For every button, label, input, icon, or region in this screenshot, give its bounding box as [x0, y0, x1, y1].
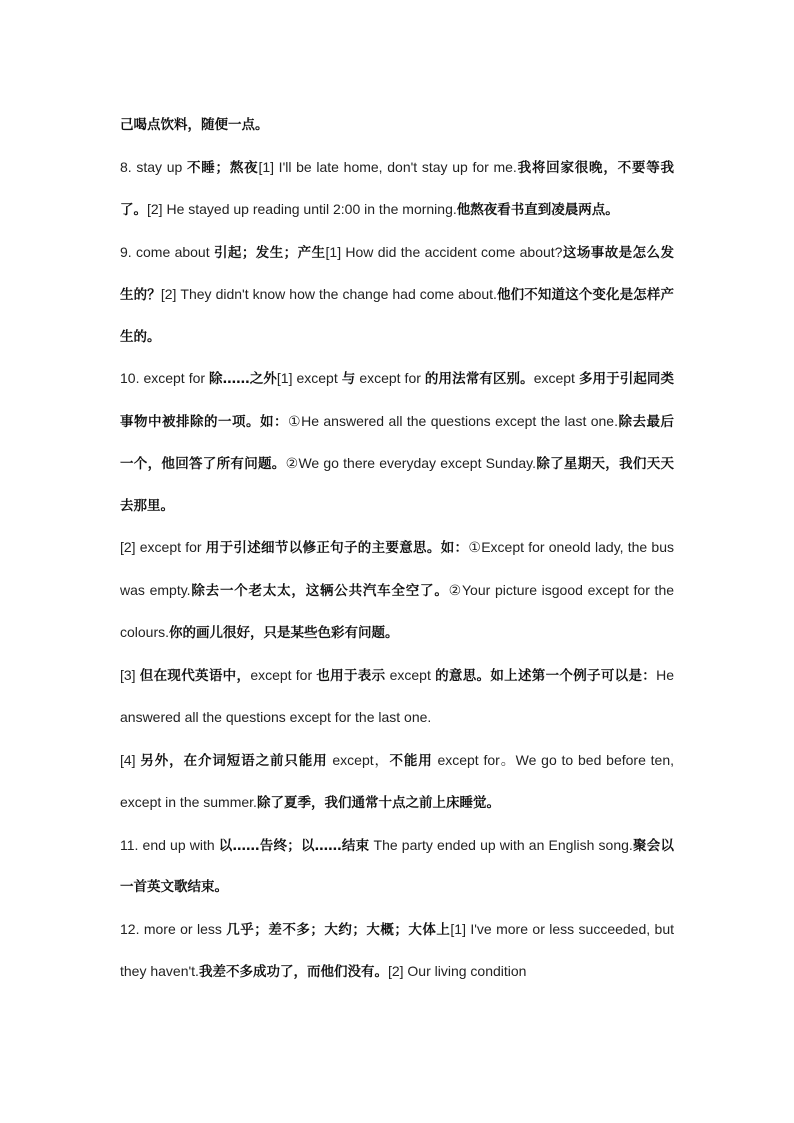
paragraph — [120, 105, 674, 147]
english-text: [2] They didn't know how the change had come about. — [160, 286, 497, 302]
paragraph — [120, 232, 674, 359]
english-text: [1] except — [276, 370, 342, 386]
chinese-text: 除去一个老太太，这辆公共汽车全空了。 — [190, 582, 449, 599]
english-text: [1] I've more or less succeeded, but they haven't. — [120, 920, 675, 979]
chinese-text: 除……之外 — [209, 371, 277, 387]
english-text: [2] He stayed up reading until 2:00 in the morning. — [147, 201, 457, 217]
english-text: We go to bed before ten, except in the summer. — [120, 751, 675, 810]
chinese-text: 这场事故是怎么发生的？ — [120, 244, 674, 303]
chinese-text: 除了夏季，我们通常十点之前上床睡觉。 — [256, 795, 500, 811]
english-text: ①He answered all the questions except the last one. — [288, 412, 618, 429]
english-text: The party ended up with an English song. — [369, 836, 633, 853]
chinese-text: 他们不知道这个变化是怎样产生的。 — [120, 287, 674, 345]
english-text: [4] — [120, 751, 141, 768]
english-text: except for — [250, 666, 317, 683]
chinese-text: 他熬夜看书直到凌晨两点。 — [456, 202, 619, 218]
english-text: 12. more or less — [120, 920, 227, 937]
paragraph — [120, 655, 674, 740]
chinese-text: 聚会以一首英文歌结束。 — [120, 837, 675, 895]
english-text: [3] — [120, 666, 140, 683]
paragraph — [120, 909, 674, 994]
chinese-text: 你的画儿很好，只是某些色彩有问题。 — [169, 625, 399, 641]
english-text: ①Except for oneold lady, the bus was empty. — [120, 539, 675, 598]
paragraph — [120, 147, 674, 232]
english-text: [1] I'll be late home, don't stay up for me. — [258, 158, 517, 175]
english-text: 10. except for — [120, 370, 210, 386]
chinese-text: 用于引述细节以修正句子的主要意思。如： — [205, 540, 469, 556]
chinese-text: 引起；发生；产生 — [213, 244, 326, 261]
chinese-text: 除去最后一个，他回答了所有问题。 — [120, 413, 675, 472]
chinese-text: 与 — [341, 371, 356, 387]
english-text: except for。 — [432, 751, 516, 768]
paragraph — [120, 740, 674, 825]
chinese-text: 多用于引起同类事物中被排除的一项。如： — [120, 371, 675, 430]
chinese-text: 不睡；熬夜 — [186, 159, 259, 176]
english-text: except — [533, 370, 579, 386]
chinese-text: 我将回家很晚，不要等我了。 — [120, 159, 675, 218]
paragraph — [120, 527, 674, 655]
chinese-text: 但在现代英语中， — [139, 667, 251, 684]
english-text: [1] How did the accident come about? — [325, 243, 563, 260]
english-text: 9. come about — [120, 243, 214, 260]
chinese-text: 几乎；差不多；大约；大概；大体上 — [226, 921, 451, 938]
chinese-text: 的意思。如上述第一个例子可以是： — [435, 667, 657, 684]
english-text: except — [385, 666, 436, 683]
english-text: 11. end up with — [120, 836, 219, 853]
chinese-text: 我差不多成功了，而他们没有。 — [198, 964, 388, 980]
chinese-text: 也用于表示 — [316, 667, 386, 684]
chinese-text: 除了星期天，我们天天去那里。 — [120, 456, 675, 514]
english-text: 8. stay up — [120, 158, 187, 175]
english-text: [2] Our living condition — [387, 963, 527, 979]
document-body — [120, 105, 674, 994]
chinese-text: 另外，在介词短语之前只能用 — [140, 752, 328, 769]
english-text: except for — [355, 370, 425, 386]
chinese-text: 己喝点饮料，随便一点。 — [120, 117, 269, 133]
chinese-text: 不能用 — [389, 752, 433, 769]
paragraph — [120, 825, 674, 909]
chinese-text: 以……告终；以……结束 — [218, 837, 370, 854]
english-text: except， — [327, 751, 390, 768]
english-text: He answered all the questions except for the last one. — [120, 666, 675, 725]
english-text: ②Your picture isgood except for the colours. — [120, 581, 675, 640]
english-text: [2] except for — [120, 539, 206, 555]
english-text: ②We go there everyday except Sunday. — [285, 455, 537, 471]
chinese-text: 的用法常有区别。 — [424, 371, 534, 387]
paragraph — [120, 358, 674, 527]
